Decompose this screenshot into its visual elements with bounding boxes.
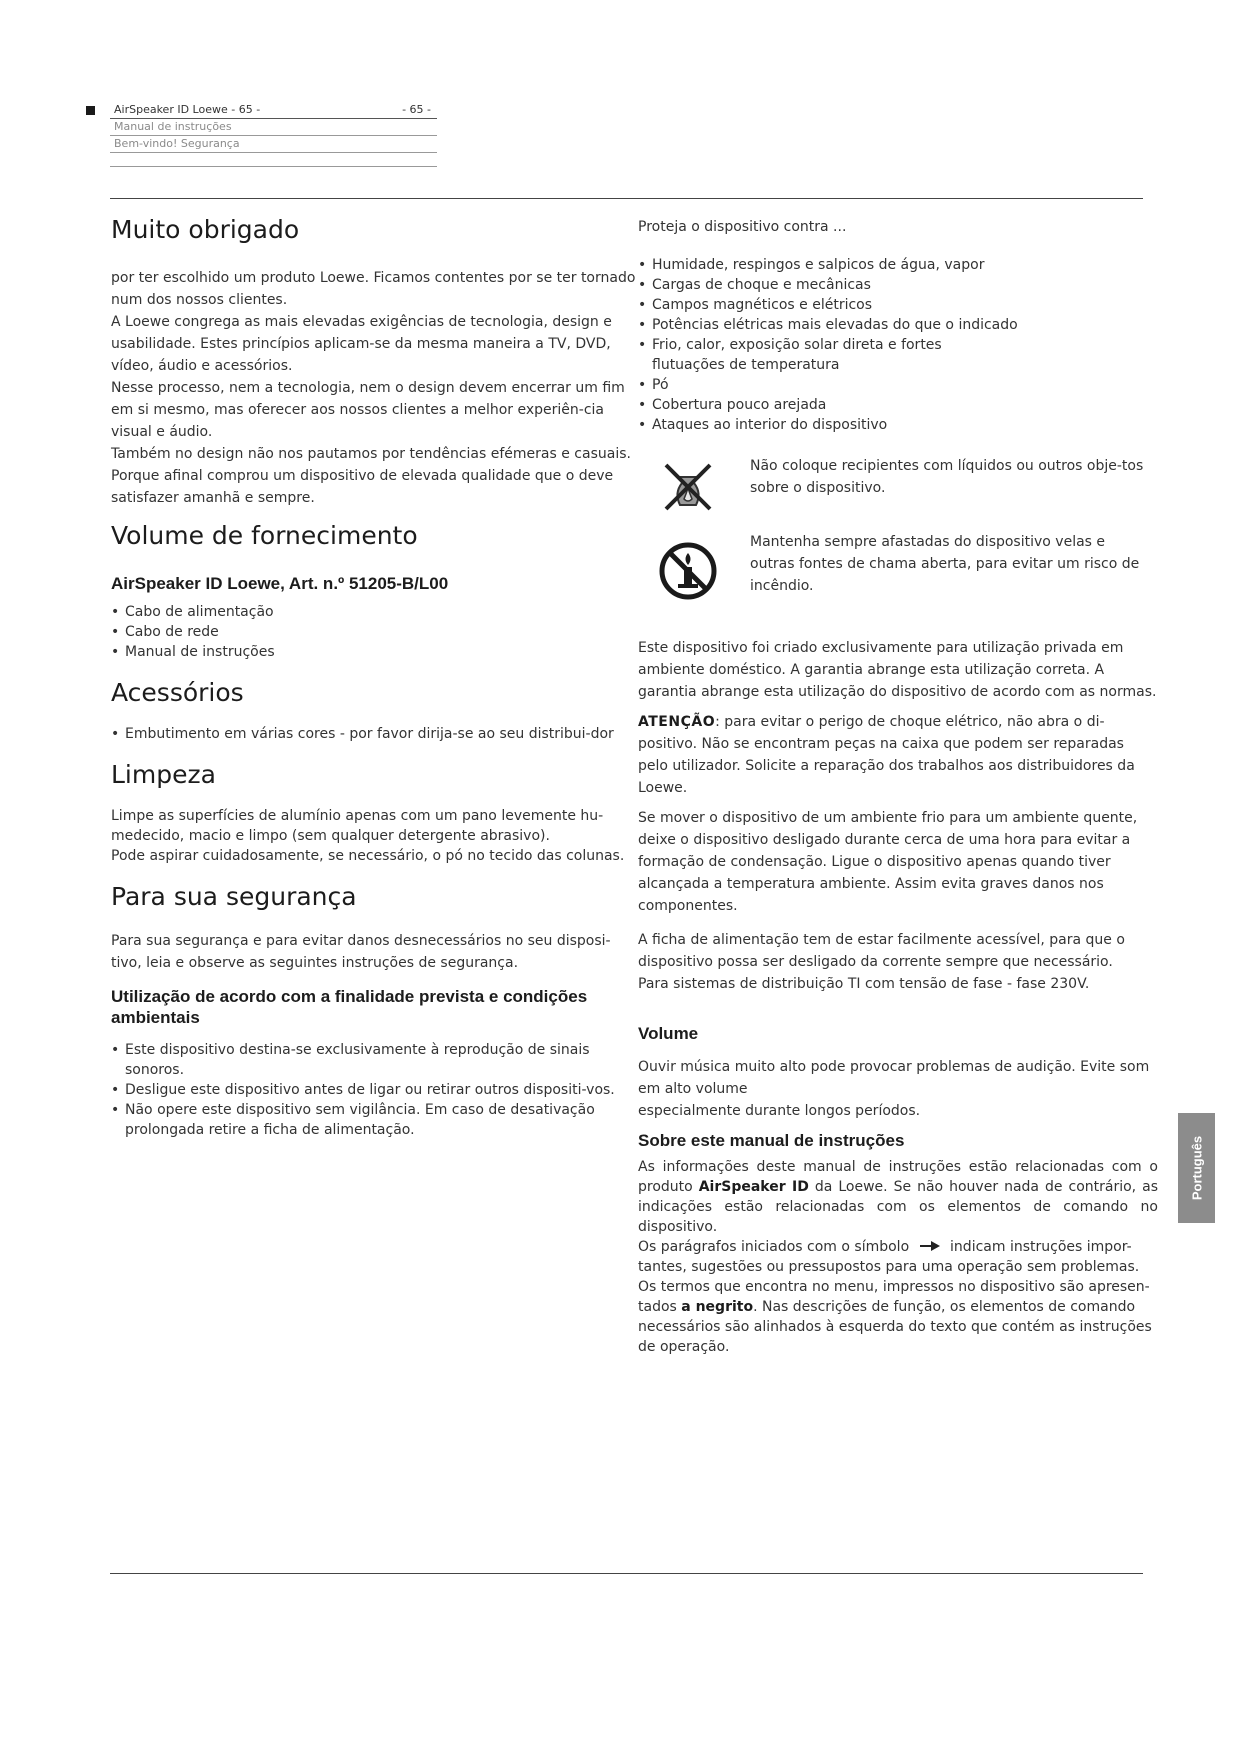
attention-text: : para evitar o perigo de choque elétrico, não abra o di-positivo. Não se encontram peças na caixa que podem ser reparadas pelo utilizador. Solicite a reparação dos trabalhos aos distribuidores da Loewe. [638,714,1135,796]
usage-list [111,1040,636,1140]
liquids-warning-text: Não coloque recipientes com líquidos ou outros obje-tos sobre o dispositivo. [750,458,1144,496]
supply-list [111,602,636,662]
thanks-heading: Muito obrigado [111,215,300,244]
volume-paragraph-1: Ouvir música muito alto pode provocar problemas de audição. Evite som em alto volume [638,1059,1150,1097]
no-liquids-icon [660,459,716,515]
accessories-list [111,724,636,744]
manual-paragraph-3 [638,1277,1158,1357]
manual-paragraph-1 [638,1157,1158,1237]
arrow-icon [920,1237,940,1257]
cleaning-paragraph-2: Pode aspirar cuidadosamente, se necessário, o pó no tecido das colunas. [111,848,625,864]
manual-p1-product: AirSpeaker ID [698,1179,809,1195]
language-label: Português [1189,1135,1204,1201]
protect-list [638,255,1158,435]
attention-paragraph [638,711,1158,799]
volume-paragraph-2: especialmente durante longos períodos. [638,1103,921,1119]
safety-heading: Para sua segurança [111,882,357,911]
attention-label: ATENÇÃO [638,714,716,730]
page-header [88,102,443,167]
flame-warning-text: Mantenha sempre afastadas do dispositivo velas e outras fontes de chama aberta, para evitar um risco de incêndio. [750,534,1140,594]
condensation-paragraph: Se mover o dispositivo de um ambiente frio para um ambiente quente, deixe o dispositivo desligado durante cerca de uma hora para evitar a formação de condensação. Ligue o dispositivo apenas quando tiver alcançada a temperatura ambiente. Assim evita graves danos nos componentes. [638,810,1138,914]
header-empty-row [110,153,437,167]
manual-paragraph-2 [638,1237,1158,1277]
right-column [638,210,1158,1357]
manual-heading: Sobre este manual de instruções [638,1131,905,1150]
manual-p2-rest: indicam instruções impor-tantes, sugestões ou pressupostos para uma operação sem problemas. [638,1239,1140,1275]
header-marker [86,106,95,115]
manual-p1-text: As informações deste manual de instruções estão relacionadas com o produto [638,1159,1158,1195]
list-item: • Não opere este dispositivo sem vigilância. Em caso de desativação prolongada retire a ficha de alimentação. [111,1100,636,1140]
list-item: • Cabo de rede [111,622,636,642]
manual-p2-text: Os parágrafos iniciados com o símbolo [638,1239,914,1255]
list-item: • Este dispositivo destina-se exclusivamente à reprodução de sinais sonoros. [111,1040,636,1080]
cleaning-paragraph-1: Limpe as superfícies de alumínio apenas com um pano levemente hu-medecido, macio e limpo (sem qualquer detergente abrasivo). [111,808,604,844]
liquids-warning-row [638,455,1158,521]
thanks-paragraph-4: Também no design não nos pautamos por tendências efémeras e casuais. Porque afinal comprou um dispositivo de elevada qualidade que o deve satisfazer amanhã e sempre. [111,446,631,506]
cleaning-heading: Limpeza [111,760,216,789]
left-column [111,210,636,1140]
list-item: • Cargas de choque e mecânicas [638,275,1158,295]
supply-heading: Volume de fornecimento [111,521,418,550]
usage-heading: Utilização de acordo com a finalidade prevista e condições ambientais [111,987,588,1027]
thanks-paragraph-1: por ter escolhido um produto Loewe. Ficamos contentes por se ter tornado num dos nossos clientes. [111,270,636,308]
plug-paragraph-2: Para sistemas de distribuição TI com tensão de fase - fase 230V. [638,976,1090,992]
list-item: • Desligue este dispositivo antes de ligar ou retirar outros dispositi-vos. [111,1080,636,1100]
list-item: • Frio, calor, exposição solar direta e fortes flutuações de temperatura [638,335,952,375]
list-item: • Cabo de alimentação [111,602,636,622]
header-page-number: - 65 - [402,103,431,116]
plug-paragraph-1: A ficha de alimentação tem de estar facilmente acessível, para que o dispositivo possa ser desligado da corrente sempre que necessário. [638,932,1125,970]
list-item: • Humidade, respingos e salpicos de água, vapor [638,255,1158,275]
no-open-flame-icon [658,541,718,601]
manual-p1-rest: da Loewe. Se não houver nada de contrário, as indicações estão relacionadas com os elementos de comando no dispositivo. [638,1179,1158,1235]
list-item: • Potências elétricas mais elevadas do que o indicado [638,315,1158,335]
list-item: • Manual de instruções [111,642,636,662]
bottom-divider [110,1573,1143,1574]
header-product: AirSpeaker ID Loewe - 65 - [114,103,261,116]
thanks-paragraph-3: Nesse processo, nem a tecnologia, nem o design devem encerrar um fim em si mesmo, mas oferecer aos nossos clientes a melhor experiên-cia visual e áudio. [111,380,625,440]
language-side-tab [1178,1113,1215,1223]
accessories-heading: Acessórios [111,678,244,707]
list-item: • Ataques ao interior do dispositivo [638,415,1158,435]
list-item: • Cobertura pouco arejada [638,395,1158,415]
manual-p3-text: Os termos que encontra no menu, impressos no dispositivo são apresen-tados [638,1279,1150,1315]
manual-p3-rest: . Nas descrições de função, os elementos de comando necessários são alinhados à esquerda do texto que contém as instruções de operação. [638,1299,1152,1355]
top-divider [110,198,1143,199]
list-item: • Embutimento em várias cores - por favor dirija-se ao seu distribui-dor [111,724,636,744]
private-use-paragraph: Este dispositivo foi criado exclusivamente para utilização privada em ambiente doméstico. A garantia abrange esta utilização correta. A garantia abrange esta utilização do dispositivo de acordo com as normas. [638,640,1157,700]
flame-warning-row [638,531,1158,621]
header-section: Bem-vindo! Segurança [110,136,437,153]
header-manual: Manual de instruções [110,119,437,136]
safety-paragraph: Para sua segurança e para evitar danos desnecessários no seu disposi-tivo, leia e observe as seguintes instruções de segurança. [111,933,611,971]
list-item: • Campos magnéticos e elétricos [638,295,1158,315]
header-product-row [110,102,437,119]
protect-intro: Proteja o dispositivo contra ... [638,219,847,235]
supply-subheading: AirSpeaker ID Loewe, Art. n.º 51205-B/L00 [111,574,449,593]
manual-p3-bold: a negrito [681,1299,754,1315]
list-item: • Pó [638,375,1158,395]
volume-heading: Volume [638,1024,699,1043]
thanks-paragraph-2: A Loewe congrega as mais elevadas exigências de tecnologia, design e usabilidade. Estes princípios aplicam-se da mesma maneira a TV, DVD, vídeo, áudio e acessórios. [111,314,612,374]
